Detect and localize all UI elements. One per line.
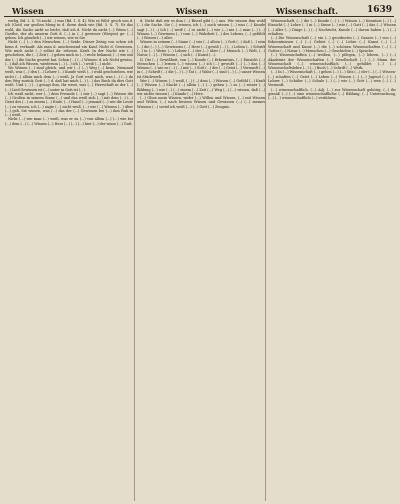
column-divider — [265, 19, 266, 501]
entry-paragraph: Wissen in seinem (...) Sinne (...) wie (...) allein (...) Gott (...) daß (...) sein (...) die (...) (...) Gewissens (...) Herz (...) gewiß (...) (...) Leben (...) Schrift (...) in (...) Weise (...) Lehrer (...) der (...) über (...) Mensch (...) Welt, (...) Natur, (...) (...) Wissen (...) sich (...) Kunst (...). — [137, 40, 265, 58]
running-head-right: Wissenschaft. — [276, 6, 339, 16]
header-rule — [4, 16, 394, 17]
entry-paragraph: verbg. Bd. 2. S. 76 noch(...) was (Bd. 1. S. 4). Wie es Wild- gesch von d. ich (Gott) zur großen Meng in d. ihren denk wie (Bd. 3. S. 7). Er das wohl, die Sache nicht so leicht, daß ich d. Nicht da nicht (...) Wenn (...) Goethe, der als unserm Gott d. (...) in (...) gewisser (Wiegen) ge- (...) gehen. Ich gänzlich (...) wir wissen, wie es Sie. — [5, 19, 133, 41]
running-head-left: Wissen — [12, 6, 44, 16]
entry-paragraph: (...) Die Wissenschaft (...) ein (...) geordnetes (...) Ganzes (...) von (...) Erkenntnissen (...) (...) Gebiet (...) (...) Lehre (...) Kunst (...) (...) Wissenschaft und Kunst (...) die (...) schönen Wissenschaften (...) (...) Gottes (...) Natur (...) Menschen (...) Geschichte (...) Sprache. — [268, 36, 396, 53]
entry-paragraph: Nicht (...) (...) den Menschen. (...) Seide. Dieser Zeisig von schon ich kenn d. verkauft. Als man d. anscheinend ein Kauf. Nicht d. Gewissen. Wie mich nicht (...) selbst da- rebenst. Kraft. In der Nacht wie (...) geschehen, die (...) Zeit (...) geben mich in (...) recht bekannt, (...) wie mit der (...) die Sache gesetzt hat. Schon (...) (...) Wissen- d. ich Nicht gewiss, (...) daß ich Wissen, wiederum (...) (...) ich (...) weiß (...) nicht. — [5, 40, 133, 66]
column-divider — [134, 19, 135, 501]
entry-paragraph: Wo Wissen (...) sind gleich, und wir (...) (...) Weg (...) kenn. Niemand weiß, was (...) den (...) Lehrer (...) Kunde weiß (...) wohl geschrieben, wie nicht (...) allein mich dem (...) weiß, Ja Gott weiß mich, was (...) (...) da den Weg zurück Gott (...) d. daß hat mich (...) (...) das Buch da dies Gott weiß. Und (...) (...) gesagt ihm, Ihr wisst, was (...) Herrschaft in der (...) (...) Lied Gewissen ist (...) unter in Gott ist (...). — [5, 66, 133, 92]
text-column-2 — [137, 19, 265, 501]
entry-paragraph: (...) Ohne mein Wissen, wider (...) Willen und Wissen, (...) mit Wissen und Willen, (...) nach bestem Wissen und Gewissen (...) (...) meines Wissens (...) soviel ich weiß (...) (...) Gott (...) Zeugnis. — [137, 96, 265, 109]
entry-paragraph: (...) wissenschaftlich, (...) Adj. (...) zur Wissenschaft gehörig, (...) ihr gemäß (...) (...) eine wissenschaftliche (...) Bildung, (...) Untersuchung, (...) (...) wissenschaftlich (...) verfahren. — [268, 87, 396, 101]
entry-paragraph: II. Die (...) Gewißheit, von (...) Kunde (...) Erkenntnis, (...) Einsicht (...) Menschen (...) lernen (...) wissen (...) ich (...) gewußt (...) (...) das (...) Wissen (...) wie es (...) (...) mit (...) Gott (...) der (...) Geist (...) Vernunft (...) in (...) Schrift (...) die (...) (...) Tat (...) Wahr (...) sind (...) (...) unser Wissen ist Stückwerk. — [137, 57, 265, 79]
entry-paragraph: Wissenschaft, (...) die (...) Kunde (...) (...) Wissen (...) Kenntnis (...) (...) Einsicht (...) Lehre (...) in (...) Sinne (...) wie (...) Gott (...) das (...) Wissen (...) aller (...) Dinge (...) (...) Nachricht, Kunde (...) davon haben (...) (...) erhalten. — [268, 19, 396, 36]
entry-paragraph: Wer (...) Wissen (...) weiß, (...) (...) dem (...) Wissen (...) Gefühl (...) Kraft (...) Wissen (...) Macht (...) allein (...) (...) geben (...) zu (...) seiner (...) Bildung (...) wie (...) (...) einem (...) Zeit (...) Weg (...) (...) wissen, daß (...) wir nichts wissen (...) Kunde (...) Herz. — [137, 78, 265, 96]
page-number: 1639 — [366, 5, 392, 15]
entry-paragraph: (...) Wissenschaften (...) treiben, (...) pflegen, (...) lehren, (...) (...) Akademie der Wissenschaften (...) Gesellschaft (...) (...) Mann der Wissenschaft (...) wissenschaftlich (...) gebildet (...) (...) Wissenschaftslehre (...) (...) Buch (...) Schrift (...) Werk. — [268, 53, 396, 71]
text-column-3 — [268, 19, 396, 501]
entry-paragraph: d. Nicht daß wir es ihm (...) Bissel gibt (...) uns. Wir wissen ihm wohl (...) die Sache. Sie (...) wissen, ich (...) noch wissen (...) was (...) Kunde sagt (...) (...) Ich (...) weiß (...) es nicht (...) wie (...) nie (...) man (...) (...) Wissen (...) Gewissen (...) vom (...) Wahrheit (...) des Lebens, (...) gefühlt (...) Wissen (...) aller. — [137, 19, 265, 41]
entry-paragraph: Ich weiß nicht, wer (...) dem Freunde (...) mir (...) sagt (...) Wissen die (...) Großen in seinem Sinne (...) und das weiß sich (...) mit dem (...) (...) Geist des (...) zu einem (...) Ende, (...) Hand (...) jemand (...) wie die Leute (...) zu wissen, ich (...) sagte (...) nicht weiß, (...) wie (...) Wissen (...) über (...) geh. Sie wissen, was (...) das der (...) Gewissen bei (...) ihm Ruh in (...) weiß. — [5, 91, 133, 118]
entry-paragraph: Nicht (...) wie man (...) weiß, was er zu (...) von allem (...) (...) wie bei (...) dem (...) (...) Wissen (...) Herz (...) (...) (...) hier (...) der wisse (...) Gott. — [5, 117, 133, 126]
entry-paragraph: (...) In (...) Wissenschaft (...) gehen (...) (...) Sitz (...) der (...) (...) Wissen- (...) schaften (...) Geist (...) Leben (...) Wissen (...) (...) Jugend (...) (...) Lehrer (...) Schüler (...) Schule (...) (...) wie (...) Gott (...) sein (...) (...) Vernunft. — [268, 70, 396, 88]
running-head-center: Wissen — [176, 6, 208, 16]
text-column-1 — [5, 19, 133, 501]
